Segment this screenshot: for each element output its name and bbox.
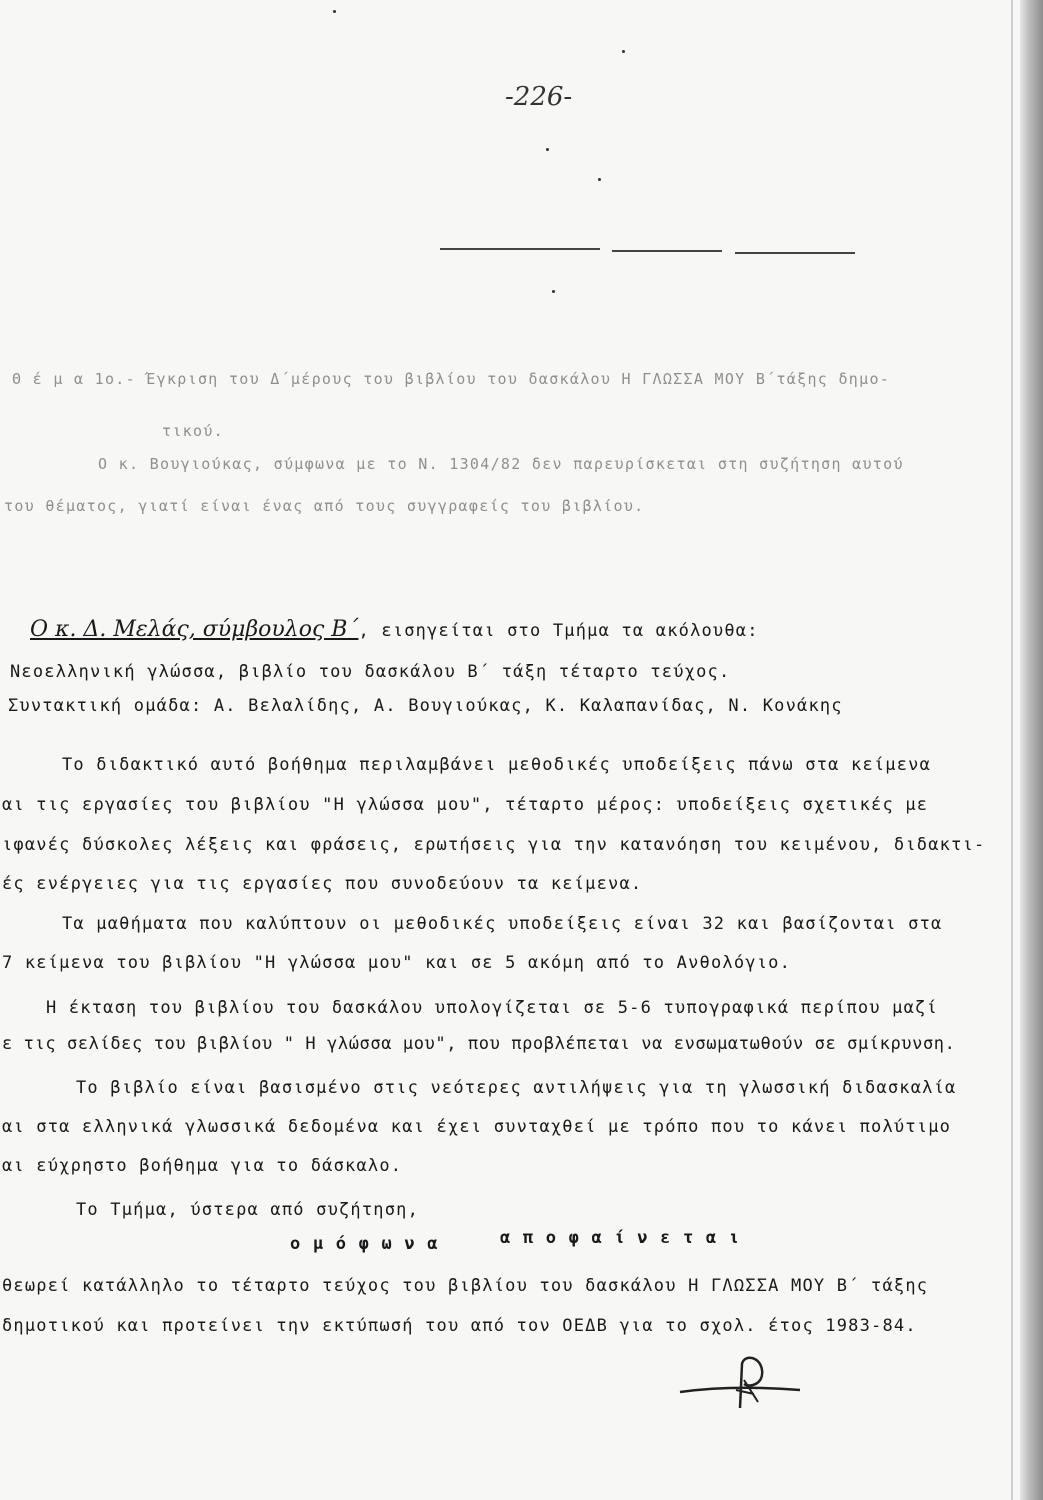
body-line-10: αι στα ελληνικά γλωσσικά δεδομένα και έχει συνταχθεί με τρόπο που το κάνει πολύτιμο	[2, 1117, 952, 1137]
handwritten-name: Ο κ. Δ. Μελάς, σύμβουλος Β΄	[30, 617, 359, 642]
faint-paragraph-line-1: Ο κ. Βουγιούκας, σύμφωνα με το Ν. 1304/82 δεν παρευρίσκεται στη συζήτηση αυτού	[98, 455, 904, 473]
body-line-4: ές ενέργειες για τις εργασίες που συνοδεύουν τα κείμενα.	[2, 874, 643, 894]
page-number: -226-	[505, 82, 573, 112]
body-line-2: αι τις εργασίες του βιβλίου "Η γλώσσα μου", τέταρτο μέρος: υποδείξεις σχετικές με	[2, 795, 929, 815]
binding-line	[1011, 0, 1013, 1500]
speck	[622, 50, 625, 53]
body-line-9: Το βιβλίο είναι βασισμένο στις νεότερες αντιλήψεις για τη γλωσσική διδασκαλία	[76, 1078, 957, 1098]
speck	[552, 290, 555, 293]
separator-line	[440, 248, 600, 250]
body-line-5: Τα μαθήματα που καλύπτουν οι μεθοδικές υποδείξεις είναι 32 και βασίζονται στα	[62, 914, 943, 934]
authors-line: Συντακτική ομάδα: Α. Βελαλίδης, Α. Βουγιούκας, Κ. Καλαπανίδας, Ν. Κονάκης	[8, 696, 843, 716]
intro-line	[30, 617, 759, 642]
intro-text: , εισηγείται στο Τμήμα τα ακόλουθα:	[358, 621, 759, 641]
book-binding-edge	[1020, 0, 1043, 1500]
body-line-11: αι εύχρηστο βοήθημα για το δάσκαλο.	[2, 1156, 403, 1176]
body-line-6: 7 κείμενα του βιβλίου "Η γλώσσα μου" και σε 5 ακόμη από το Ανθολόγιο.	[2, 953, 792, 973]
signature-image	[670, 1350, 810, 1420]
body-line-1: Το διδακτικό αυτό βοήθημα περιλαμβάνει μεθοδικές υποδείξεις πάνω στα κείμενα	[62, 755, 932, 775]
faint-heading-line-2: τικού.	[162, 422, 224, 440]
decision-line-1: θεωρεί κατάλληλο το τέταρτο τεύχος του βιβλίου του δασκάλου Η ΓΛΩΣΣΑ ΜΟΥ Β΄ τάξης	[2, 1276, 929, 1296]
decision-word-unanimously: ο μ ό φ ω ν α	[290, 1234, 439, 1254]
separator-line	[735, 252, 855, 254]
body-line-12: Το Τμήμα, ύστερα από συζήτηση,	[76, 1200, 420, 1220]
body-line-7: Η έκταση του βιβλίου του δασκάλου υπολογίζεται σε 5-6 τυπογραφικά περίπου μαζί	[46, 998, 938, 1018]
body-line-8: ε τις σελίδες του βιβλίου " Η γλώσσα μου", που προβλέπεται να ενσωματωθούν σε σμίκρυνση.	[2, 1034, 956, 1054]
speck	[333, 10, 336, 13]
decision-line-2: δημοτικού και προτείνει την εκτύπωσή του από τον ΟΕΔΒ για το σχολ. έτος 1983-84.	[2, 1316, 917, 1336]
body-line-3: ιφανές δύσκολες λέξεις και φράσεις, ερωτήσεις για την κατανόηση του κειμένου, διδακτι-	[2, 835, 986, 855]
book-title-line: Νεοελληνική γλώσσα, βιβλίο του δασκάλου Β΄ τάξη τέταρτο τεύχος.	[10, 662, 731, 682]
speck	[546, 148, 549, 151]
separator-line	[612, 250, 722, 252]
faint-paragraph-line-2: του θέματος, γιατί είναι ένας από τους συγγραφείς του βιβλίου.	[4, 497, 645, 515]
speck	[598, 178, 601, 181]
faint-heading-line-1: Θ έ μ α 1ο.- Έγκριση του Δ΄μέρους του βιβλίου του δασκάλου Η ΓΛΩΣΣΑ ΜΟΥ Β΄τάξης δημο-	[12, 370, 891, 388]
decision-word-decides: α π ο φ α ί ν ε τ α ι	[500, 1228, 741, 1248]
